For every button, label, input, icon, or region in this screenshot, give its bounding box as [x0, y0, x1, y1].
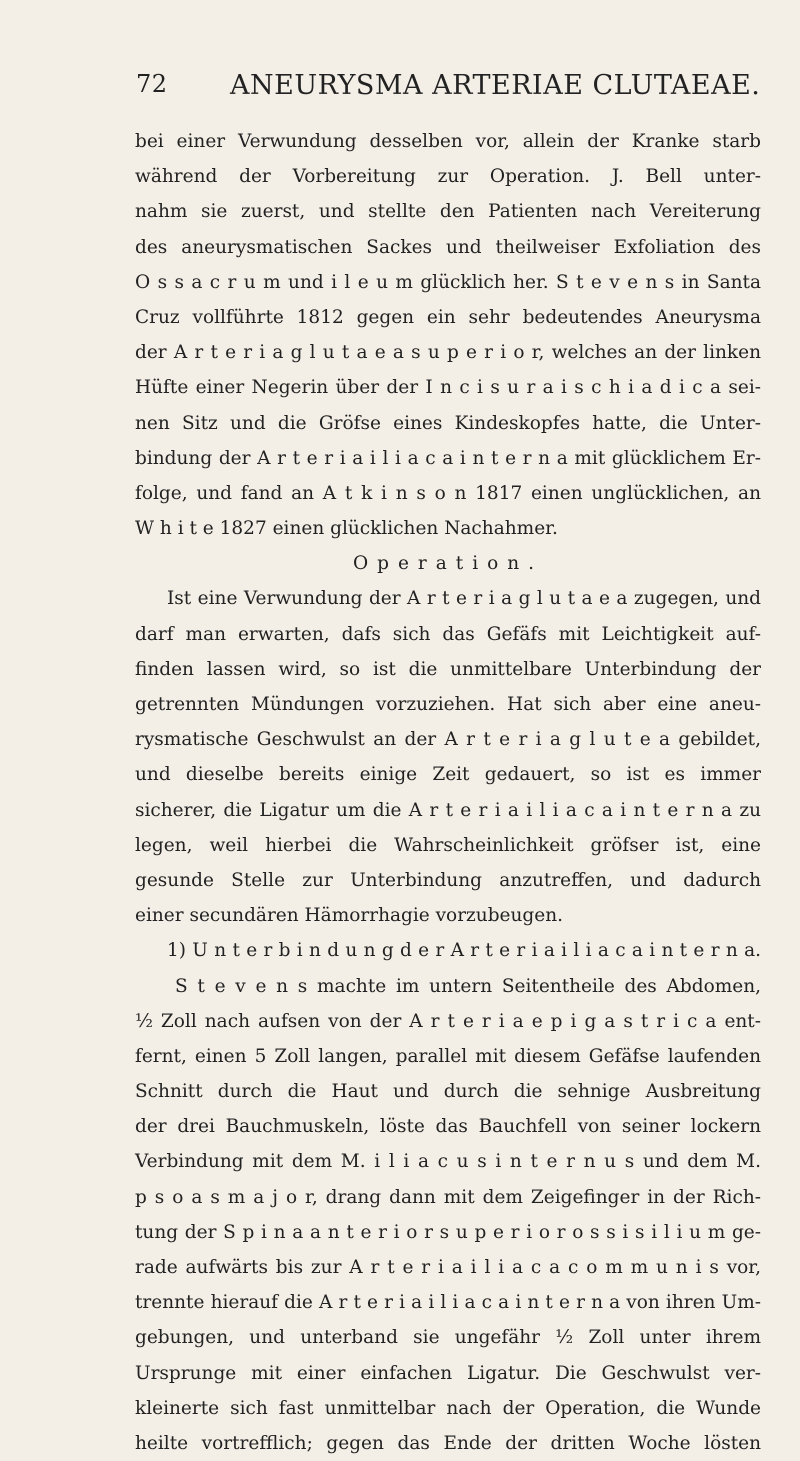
text-line: Hüfte einer Negerin über der I n c i s u r a i s c h i a d i c a sei-: [135, 377, 761, 399]
text-line: rade aufwärts bis zur A r t e r i a i l i a c a c o m m u n i s vor,: [135, 1257, 761, 1278]
text-line: legen, weil hierbei die Wahrscheinlichkeit gröfser ist, eine: [135, 834, 761, 856]
text-line: bindung der A r t e r i a i l i a c a i n t e r n a mit glücklichem Er-: [135, 447, 761, 469]
text-line: Verbindung mit dem M. i l i a c u s i n t e r n u s und dem M.: [135, 1151, 761, 1173]
text-line: Ist eine Verwundung der A r t e r i a g l u t a e a zugegen, und: [167, 588, 761, 610]
running-title: ANEURYSMA ARTERIAE CLUTAEAE.: [230, 70, 761, 101]
text-line: der A r t e r i a g l u t a e a s u p e r i o r, welches an der linken: [135, 342, 761, 364]
text-line: fernt, einen 5 Zoll langen, parallel mit diesem Gefäfse laufenden: [135, 1045, 761, 1067]
section-heading: Operation.: [352, 553, 544, 575]
text-line: und dieselbe bereits einige Zeit gedauert, so ist es immer: [135, 764, 761, 786]
text-line: getrennten Mündungen vorzuziehen. Hat sich aber eine aneu-: [135, 694, 761, 715]
text-line: gebungen, und unterband sie ungefähr ½ Zoll unter ihrem: [135, 1327, 761, 1349]
text-line: Cruz vollführte 1812 gegen ein sehr bedeutendes Aneurysma: [135, 306, 761, 328]
text-line: sicherer, die Ligatur um die A r t e r i a i l i a c a i n t e r n a zu: [135, 799, 761, 821]
text-line: folge, und fand an A t k i n s o n 1817 einen unglücklichen, an: [135, 482, 761, 504]
page-number: 72: [136, 70, 168, 98]
text-line: während der Vorbereitung zur Operation. J. Bell unter-: [135, 166, 761, 188]
text-line: rysmatische Geschwulst an der A r t e r i a g l u t e a gebildet,: [135, 729, 761, 751]
text-line: heilte vortrefflich; gegen das Ende der dritten Woche lösten: [135, 1432, 761, 1454]
text-line: bei einer Verwundung desselben vor, allein der Kranke starb: [135, 131, 761, 152]
text-line: darf man erwarten, dafs sich das Gefäfs mit Leichtigkeit auf-: [135, 623, 761, 645]
text-line: nen Sitz und die Gröfse eines Kindeskopfes hatte, die Unter-: [135, 412, 761, 434]
text-line: der drei Bauchmuskeln, löste das Bauchfell von seiner lockern: [135, 1116, 761, 1138]
text-line: S t e v e n s machte im untern Seitentheile des Abdomen,: [175, 975, 761, 997]
text-line: nahm sie zuerst, und stellte den Patienten nach Vereiterung: [135, 201, 761, 223]
body-text: [135, 124, 761, 1461]
text-line: W h i t e 1827 einen glücklichen Nachahmer.: [135, 518, 558, 540]
text-line: trennte hierauf die A r t e r i a i l i a c a i n t e r n a von ihren Um-: [135, 1292, 761, 1314]
text-line: einer secundären Hämorrhagie vorzubeugen.: [135, 905, 563, 927]
text-line: p s o a s m a j o r, drang dann mit dem Zeigefinger in der Rich-: [135, 1186, 761, 1208]
text-line: tung der S p i n a a n t e r i o r s u p e r i o r o s s i s i l i u m ge-: [135, 1221, 761, 1243]
text-line: finden lassen wird, so ist die unmittelbare Unterbindung der: [135, 658, 761, 680]
text-line: Ursprunge mit einer einfachen Ligatur. Die Geschwulst ver-: [135, 1362, 761, 1384]
text-line: Schnitt durch die Haut und durch die sehnige Ausbreitung: [135, 1081, 761, 1103]
text-line: des aneurysmatischen Sackes und theilweiser Exfoliation des: [135, 236, 761, 258]
text-line: ½ Zoll nach aufsen von der A r t e r i a e p i g a s t r i c a ent-: [135, 1010, 761, 1032]
text-line: kleinerte sich fast unmittelbar nach der Operation, die Wunde: [135, 1397, 761, 1419]
subsection-heading: 1) U n t e r b i n d u n g d e r A r t e r i a i l i a c a i n t e r n a.: [167, 940, 761, 962]
text-line: O s s a c r u m und i l e u m glücklich her. S t e v e n s in Santa: [135, 271, 761, 293]
text-line: gesunde Stelle zur Unterbindung anzutreffen, und dadurch: [135, 869, 761, 891]
